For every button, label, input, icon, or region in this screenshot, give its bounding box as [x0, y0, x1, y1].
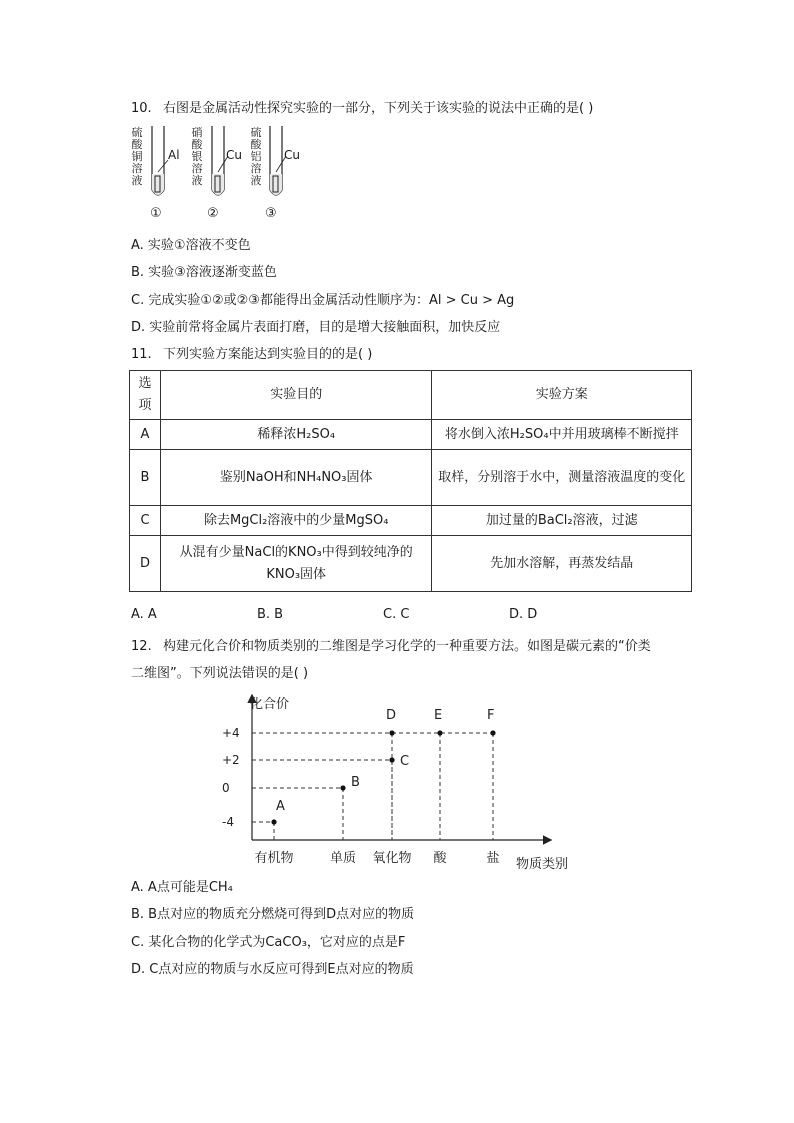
point-E: [437, 730, 442, 735]
q11-table: [129, 370, 692, 592]
x-axis-label: 物质类别: [516, 857, 569, 872]
point-label-B: B: [351, 775, 360, 790]
q12-number: 12.: [131, 639, 152, 654]
q10-stem: [131, 97, 593, 116]
y-tick-label: 0: [222, 781, 230, 795]
y-tick-label: +4: [222, 726, 240, 740]
tube1-number: ①: [150, 206, 162, 221]
point-label-A: A: [276, 799, 285, 814]
point-C: [389, 757, 394, 762]
row-plan: 先加水溶解，再蒸发结晶: [432, 536, 692, 592]
header-purpose: 实验目的: [160, 371, 432, 420]
q11-answer-a[interactable]: A. A: [131, 607, 157, 622]
tube3-metal-label: Cu: [284, 148, 300, 162]
q10-figure: [128, 122, 308, 227]
row-plan: 加过量的BaCl₂溶液，过滤: [432, 506, 692, 536]
x-category-label: 氧化物: [372, 851, 412, 866]
row-option: A: [130, 420, 161, 450]
q10-number: 10.: [131, 101, 152, 116]
point-A: [271, 819, 276, 824]
y-tick-label: -4: [222, 815, 234, 829]
table-row: [130, 536, 692, 592]
tube2-number: ②: [207, 206, 219, 221]
tube1-metal-label: Al: [168, 148, 180, 162]
header-plan: 实验方案: [432, 371, 692, 420]
row-purpose: 稀释浓H₂SO₄: [160, 420, 432, 450]
row-option: B: [130, 450, 161, 506]
x-category-label: 单质: [329, 851, 357, 866]
q12-option-a[interactable]: A. A点可能是CH₄: [131, 880, 233, 895]
q11-answer-d[interactable]: D. D: [509, 607, 538, 622]
q12-stem: [131, 635, 651, 654]
row-purpose: 从混有少量NaCl的KNO₃中得到较纯净的KNO₃固体: [160, 536, 432, 592]
test-tube-3-icon: [262, 124, 292, 204]
y-axis-label: 化合价: [250, 697, 290, 712]
row-purpose: 鉴别NaOH和NH₄NO₃固体: [160, 450, 432, 506]
x-category-label: 有机物: [254, 851, 294, 866]
q12-stem-text-2: 二维图”。下列说法错误的是( ): [131, 666, 309, 681]
point-label-C: C: [400, 754, 410, 769]
y-tick-label: +2: [222, 753, 240, 767]
test-tube-1-icon: [144, 124, 174, 204]
q10-option-a[interactable]: A. 实验①溶液不变色: [131, 238, 251, 253]
q11-answer-c[interactable]: C. C: [383, 607, 410, 622]
q12-stem-text-1: 构建元化合价和物质类别的二维图是学习化学的一种重要方法。如图是碳元素的“价类: [163, 639, 651, 654]
row-plan: 取样，分别溶于水中，测量溶液温度的变化: [432, 450, 692, 506]
x-category-label: 盐: [486, 851, 500, 866]
tube3-number: ③: [265, 206, 277, 221]
q12-option-d[interactable]: D. C点对应的物质与水反应可得到E点对应的物质: [131, 962, 414, 977]
q11-answer-b[interactable]: B. B: [257, 607, 284, 622]
valence-class-chart: [210, 688, 590, 873]
q10-option-d[interactable]: D. 实验前常将金属片表面打磨，目的是增大接触面积，加快反应: [131, 320, 501, 335]
q10-stem-text: 右图是金属活动性探究实验的一部分，下列关于该实验的说法中正确的是( ): [163, 101, 594, 116]
tube2-solution-label: 硝 酸 银 溶 液: [191, 126, 203, 187]
row-option: C: [130, 506, 161, 536]
table-row: [130, 420, 692, 450]
q12-option-c[interactable]: C. 某化合物的化学式为CaCO₃，它对应的点是F: [131, 935, 406, 950]
table-header-row: [130, 371, 692, 420]
q11-number: 11.: [131, 347, 152, 362]
q11-answer-options: [131, 607, 691, 622]
row-plan: 将水倒入浓H₂SO₄中并用玻璃棒不断搅拌: [432, 420, 692, 450]
point-F: [490, 730, 495, 735]
table-row: [130, 450, 692, 506]
tube1-solution-label: 硫 酸 铜 溶 液: [131, 126, 143, 187]
q11-stem-text: 下列实验方案能达到实验目的的是( ): [163, 347, 373, 362]
tube2-metal-label: Cu: [226, 148, 242, 162]
point-B: [340, 785, 345, 790]
row-option: D: [130, 536, 161, 592]
header-option: 选项: [130, 371, 161, 420]
test-tube-2-icon: [204, 124, 234, 204]
tube3-solution-label: 硫 酸 铝 溶 液: [250, 126, 262, 187]
q10-option-b[interactable]: B. 实验③溶液逐渐变蓝色: [131, 265, 277, 280]
point-label-D: D: [386, 708, 397, 723]
table-row: [130, 506, 692, 536]
point-label-F: F: [487, 708, 495, 723]
x-category-label: 酸: [433, 851, 447, 866]
q12-option-b[interactable]: B. B点对应的物质充分燃烧可得到D点对应的物质: [131, 907, 415, 922]
row-purpose: 除去MgCl₂溶液中的少量MgSO₄: [160, 506, 432, 536]
q11-stem: [131, 343, 372, 362]
point-D: [389, 730, 394, 735]
point-label-E: E: [434, 708, 443, 723]
q10-option-c[interactable]: C. 完成实验①②或②③都能得出金属活动性顺序为：Al > Cu > Ag: [131, 293, 515, 308]
